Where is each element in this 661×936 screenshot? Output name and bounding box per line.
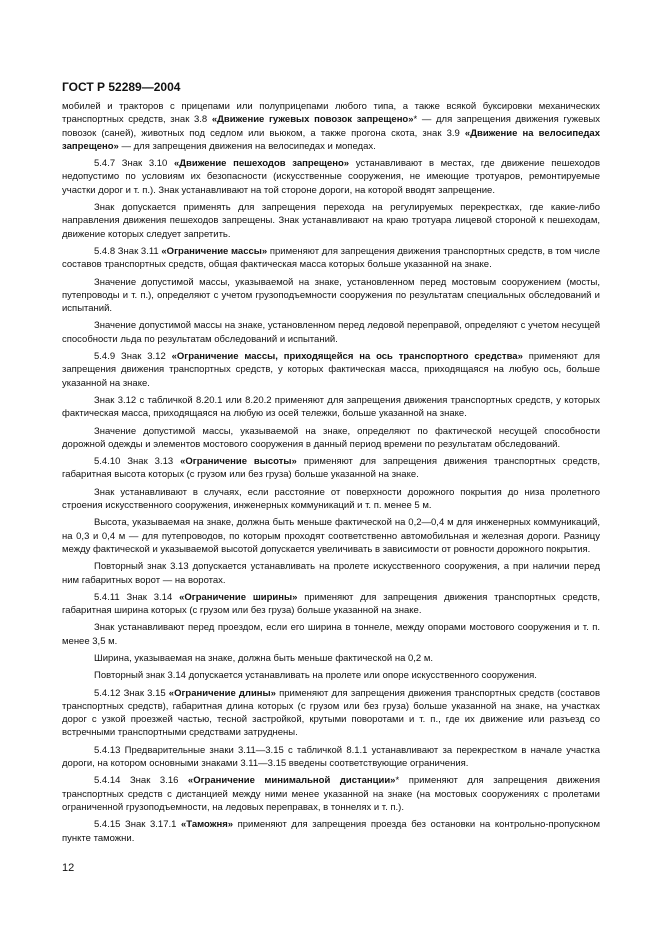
document-body [62, 100, 600, 849]
sign-name: «Ограничение массы, приходящейся на ось транспортного средства» [171, 351, 523, 363]
paragraph [62, 455, 600, 482]
text-run: 5.4.14 Знак 3.16 [94, 775, 188, 787]
text-run: применяют для запрещения движения транспортных средств, в том числе составов транспортных средств, общая фактическая масса которых больше указанной на знаке. [62, 245, 601, 271]
text-run: Значение допустимой массы, указываемой на знаке, установленном перед мостовым сооружением (мосты, путепроводы и т. п.), определяют с учетом грузоподъемности сооружения по результатам специальных обследований и испытаний. [62, 276, 600, 315]
sign-name: «Ограничение массы» [161, 245, 268, 257]
paragraph [62, 201, 600, 241]
paragraph [62, 276, 600, 316]
paragraph [62, 157, 600, 197]
text-run: 5.4.13 Предварительные знаки 3.11—3.15 с табличкой 8.1.1 устанавливают за перекрестком в начале участка дороги, на котором основными знаками 3.11—3.15 введены соответствующие ограничения. [62, 744, 600, 770]
text-run: Повторный знак 3.13 допускается устанавливать на пролете искусственного сооружения, а при наличии перед ним габаритных ворот — на воротах. [62, 561, 600, 586]
sign-name: «Ограничение ширины» [179, 591, 298, 603]
paragraph [62, 744, 600, 771]
paragraph [62, 425, 600, 452]
paragraph [62, 486, 600, 513]
sign-name: «Ограничение высоты» [180, 456, 297, 468]
text-run: 5.4.9 Знак 3.12 [94, 351, 172, 363]
paragraph [62, 652, 600, 665]
sign-name: «Движение гужевых повозок запрещено» [211, 114, 414, 126]
paragraph [62, 591, 600, 618]
paragraph [62, 394, 600, 421]
text-run: 5.4.8 Знак 3.11 [94, 245, 162, 257]
text-run: Повторный знак 3.14 допускается устанавливать на пролете или опоре искусственного сооружения. [94, 670, 537, 682]
paragraph [62, 350, 600, 390]
sign-name: «Ограничение минимальной дистанции» [187, 775, 396, 787]
text-run: применяют для запрещения движения транспортных средств (составов транспортных средств), габаритная длина которых (с грузом или без груза) больше указанной на знаке, на участках дорог с узкой проезжей частью, тесной застройкой, крутыми поворотами и т. п., где их движение или разъезд со встречными транспортными средствами затруднены. [62, 687, 600, 739]
paragraph [62, 100, 600, 153]
paragraph [62, 621, 600, 648]
text-run: применяют для запрещения движения транспортных средств, у которых фактическая масса, приходящаяся на любую ось, больше указанной на знаке. [62, 351, 600, 389]
text-run: Высота, указываемая на знаке, должна быть меньше фактической на 0,2—0,4 м для инженерных коммуникаций, на 0,3 и 0,4 м — для путепроводов, по которым проходят соответственно автомобильная и железная дороги. Разницу между фактической и указываемой высотой допускается увеличивать в зависимости от ровности дорожного покрытия. [62, 517, 600, 555]
text-run: 5.4.15 Знак 3.17.1 [94, 819, 182, 831]
text-run: * применяют для запрещения движения транспортных средств с дистанцией между ними менее указанной на знаке (на мостовых сооружениях с пролетами ограниченной грузоподъемности, на ледовых переправах, в тоннелях и т. п.). [62, 775, 600, 813]
text-run: Значение допустимой массы на знаке, установленном перед ледовой переправой, определяют с учетом несущей способности льда по результатам обследований и испытаний. [62, 320, 600, 345]
sign-name: «Движение пешеходов запрещено» [173, 158, 350, 170]
text-run: Знак допускается применять для запрещения перехода на регулируемых перекрестках, где какие-либо направления движения пешеходов запрещены. Знак устанавливают на краю тротуара лицевой стороной к пешеходам, движение которых следует запретить. [62, 202, 600, 240]
paragraph [62, 516, 600, 556]
paragraph [62, 560, 600, 587]
sign-name: «Таможня» [181, 819, 234, 831]
paragraph [62, 774, 600, 814]
text-run: 5.4.7 Знак 3.10 [94, 158, 174, 170]
text-run: 5.4.10 Знак 3.13 [94, 456, 181, 468]
document-header: ГОСТ Р 52289—2004 [62, 80, 181, 94]
text-run: мобилей и тракторов с прицепами или полуприцепами любого типа, а также всякой буксировки механических транспортных средств, знак 3.8 [62, 101, 600, 126]
text-run: применяют для запрещения движения транспортных средств, габаритная ширина которых (с грузом или без груза) больше указанной на знаке. [62, 591, 600, 617]
text-run: — для запрещения движения на велосипедах и мопедах. [118, 140, 376, 152]
paragraph [62, 319, 600, 346]
text-run: Знак устанавливают в случаях, если расстояние от поверхности дорожного покрытия до низа пролетного строения искусственного сооружения, инженерных коммуникаций и т. п. менее 5 м. [62, 486, 600, 512]
text-run: * — для запрещения движения гужевых повозок (саней), животных под седлом или вьюком, а также прогона скота, знак 3.9 [62, 114, 601, 139]
text-run: 5.4.12 Знак 3.15 [94, 687, 169, 699]
text-run: устанавливают в местах, где движение пешеходов недопустимо по условиям их безопасности (искусственные сооружения, не имеющие тротуаров, ремонтируемые участки дорог и т. п.). Знак устанавливают на той стороне дороги, на которой вводят запрещение. [62, 158, 600, 196]
text-run: Значение допустимой массы, указываемой на знаке, определяют по фактической несущей способности дорожной одежды и элементов мостового сооружения в данный период времени по результатам обследований. [62, 425, 600, 450]
paragraph [62, 669, 600, 682]
page-number: 12 [62, 862, 75, 874]
sign-name: «Движение на велосипедах запрещено» [62, 127, 600, 152]
text-run: Знак 3.12 с табличкой 8.20.1 или 8.20.2 применяют для запрещения движения транспортных средств, у которых фактическая масса, приходящаяся на любую из осей тележки, больше указанной на знаке. [62, 394, 600, 420]
text-run: 5.4.11 Знак 3.14 [94, 591, 180, 603]
paragraph [62, 818, 600, 845]
paragraph [62, 687, 600, 740]
sign-name: «Ограничение длины» [168, 687, 276, 699]
text-run: применяют для запрещения движения транспортных средств, габаритная высота которых (с грузом или без груза) больше указанной на знаке. [62, 456, 600, 481]
text-run: применяют для запрещения проезда без остановки на контрольно-пропускном пункте таможни. [62, 819, 601, 844]
paragraph [62, 245, 600, 272]
text-run: Ширина, указываемая на знаке, должна быть меньше фактической на 0,2 м. [94, 652, 434, 664]
text-run: Знак устанавливают перед проездом, если его ширина в тоннеле, между опорами мостового сооружения и т. п. менее 3,5 м. [62, 622, 600, 647]
